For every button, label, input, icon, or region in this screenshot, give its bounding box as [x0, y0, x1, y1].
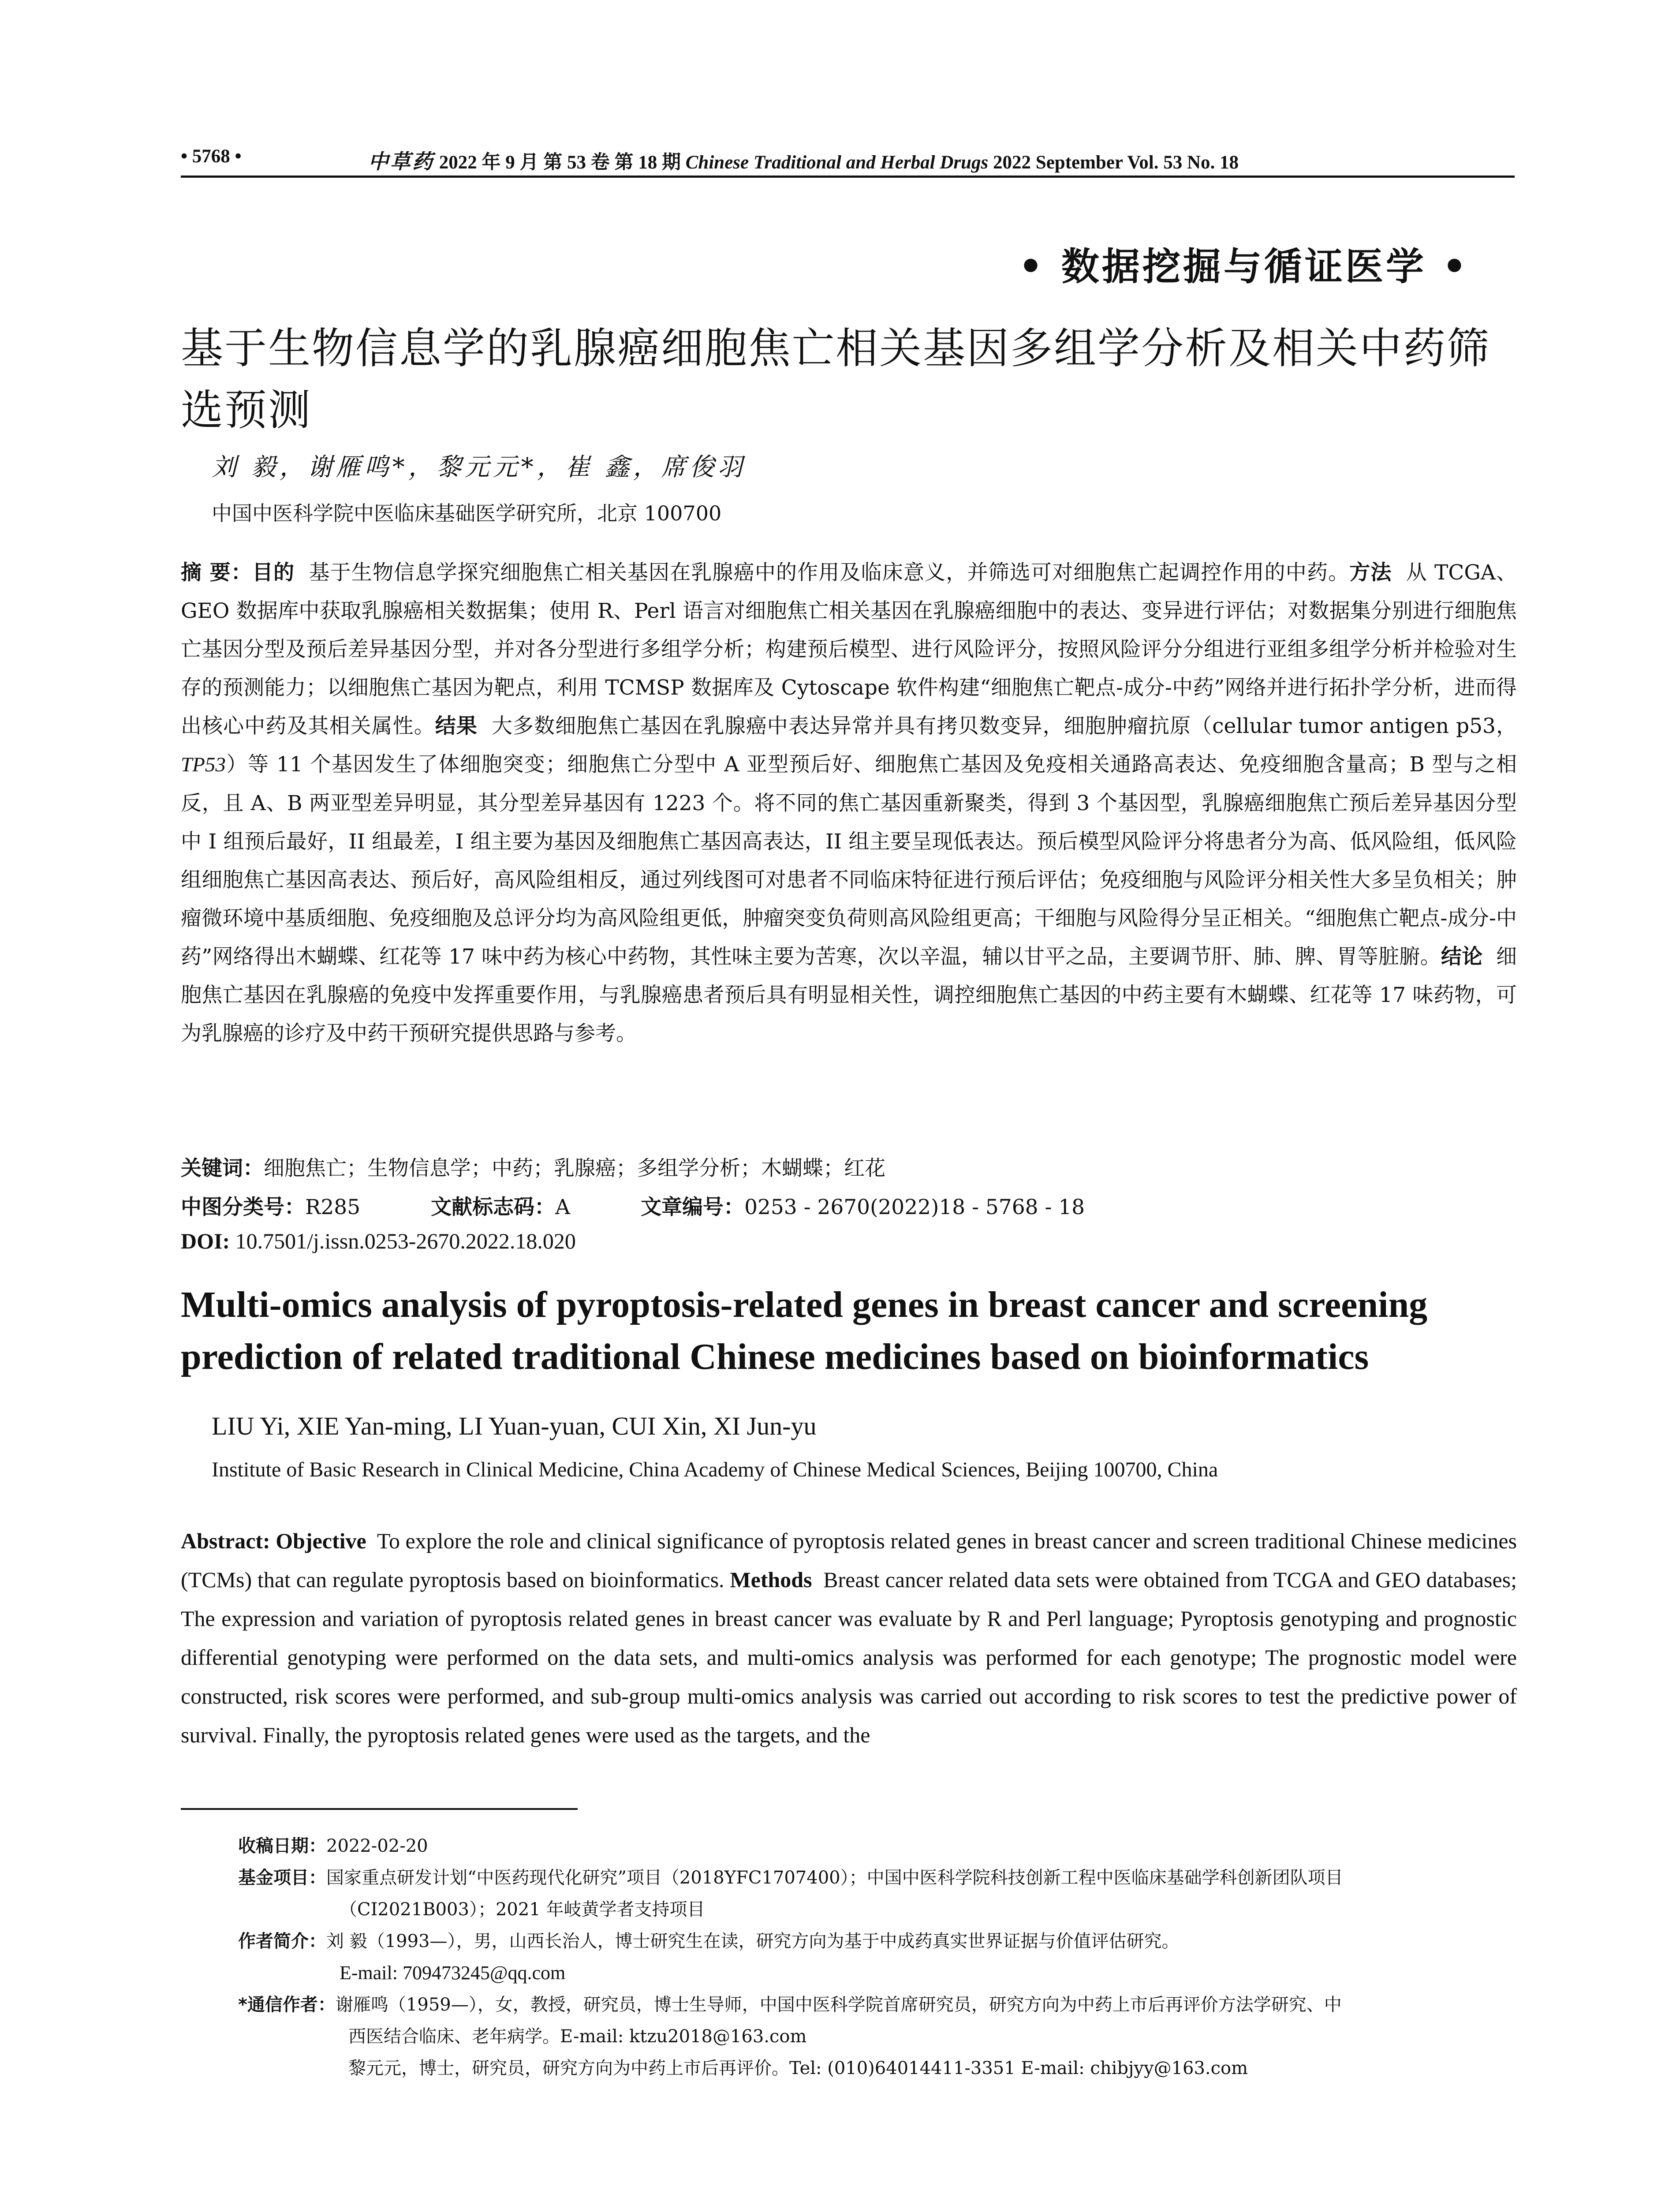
keywords-label: 关键词：	[181, 1156, 264, 1181]
footnote-corresponding	[238, 1989, 1517, 2021]
cn-methods-text: 从 TCGA、GEO 数据库中获取乳腺癌相关数据集；使用 R、Perl 语言对细胞焦亡相关基因在乳腺癌细胞中的表达、变异进行评估；对数据集分别进行细胞焦亡基因分型及预后差异基因分型，并对各分型进行多组学分析；构建预后模型、进行风险评分，按照风险评分分组进行亚组多组学分析并检验对生存的预测能力；以细胞焦亡基因为靶点，利用 TCMSP 数据库及 Cytoscape 软件构建“细胞焦亡靶点-成分-中药”网络并进行拓扑学分析，进而得出核心中药及其相关属性。	[181, 561, 1517, 738]
keywords-line	[181, 1152, 885, 1181]
article-no-label: 文章编号：	[641, 1195, 745, 1219]
fund-label: 基金项目：	[238, 1868, 326, 1888]
en-authors: LIU Yi, XIE Yan-ming, LI Yuan-yuan, CUI Xin, XI Jun-yu	[212, 1412, 817, 1440]
journal-info	[368, 146, 1239, 175]
en-abstract	[181, 1521, 1517, 1754]
doi-label: DOI:	[181, 1229, 230, 1253]
cn-objective-label: 目的	[252, 561, 295, 585]
article-no-value: 0253 - 2670(2022)18 - 5768 - 18	[744, 1195, 1085, 1219]
corr-label: *通信作者：	[238, 1995, 336, 2015]
page-number: • 5768 •	[181, 146, 242, 167]
author-label: 作者简介：	[238, 1931, 326, 1951]
cn-results-text-1: 大多数细胞焦亡基因在乳腺癌中表达异常并具有拷贝数变异，细胞肿瘤抗原（cellular tumor antigen p53，	[491, 714, 1517, 738]
doi-line	[181, 1228, 576, 1254]
en-methods-label: Methods	[730, 1567, 812, 1592]
received-date: 2022-02-20	[326, 1836, 428, 1856]
en-abstract-label: Abstract: Objective	[181, 1529, 366, 1553]
footnote-corr-cont: 西医结合临床、老年病学。E-mail: ktzu2018@163.com	[348, 2026, 807, 2047]
fund-text-1: 国家重点研发计划“中医药现代化研究”项目（2018YFC1707400）；中国中医科学院科技创新工程中医临床基础学科创新团队项目	[326, 1868, 1343, 1888]
footnote-divider	[181, 1808, 578, 1810]
cn-methods-label: 方法	[1349, 561, 1392, 585]
footnote-author	[238, 1925, 1517, 1957]
footnotes	[238, 1830, 1517, 2084]
cn-authors: 刘 毅，谢雁鸣*，黎元元*，崔 鑫，席俊羽	[212, 453, 746, 482]
cn-conclusion-text: 细胞焦亡基因在乳腺癌的免疫中发挥重要作用，与乳腺癌患者预后具有明显相关性，调控细胞焦亡基因的中药主要有木蝴蝶、红花等 17 味药物，可为乳腺癌的诊疗及中药干预研究提供思路与参考。	[181, 945, 1517, 1046]
issue-en: 2022 September Vol. 53 No. 18	[993, 152, 1239, 173]
footnote-received	[238, 1830, 1517, 1862]
corr-text-1: 谢雁鸣（1959—），女，教授，研究员，博士生导师，中国中医科学院首席研究员，研究方向为中药上市后再评价方法学研究、中	[335, 1995, 1342, 2015]
en-article-title: Multi-omics analysis of pyroptosis-related genes in breast cancer and screening prediction of related traditional Chinese medicines based on bioinformatics	[181, 1284, 1428, 1377]
doc-code-value: A	[555, 1195, 571, 1219]
cn-article-title: 基于生物信息学的乳腺癌细胞焦亡相关基因多组学分析及相关中药筛选预测	[181, 324, 1490, 435]
clc-value: R285	[305, 1195, 361, 1219]
journal-name-cn: 中草药	[368, 149, 434, 173]
cn-affiliation: 中国中医科学院中医临床基础医学研究所，北京 100700	[212, 501, 722, 525]
footnote-author-email: E-mail: 709473245@qq.com	[340, 1962, 566, 1984]
cn-abstract-label: 摘 要：	[181, 561, 252, 585]
journal-name-en: Chinese Traditional and Herbal Drugs	[685, 152, 989, 173]
footnote-corr-second: 黎元元，博士，研究员，研究方向为中药上市后再评价。Tel: (010)64014411-3351 E-mail: chibjyy@163.com	[348, 2058, 1248, 2078]
en-objective-text: To explore the role and clinical significance of pyroptosis related genes in breast cancer and screen traditional Chinese medicines (TCMs) that can regulate pyroptosis based on bioinformatics.	[181, 1529, 1517, 1592]
footnote-fund	[238, 1862, 1517, 1894]
cn-abstract	[181, 553, 1517, 1053]
footnote-fund-cont: （CI2021B003）；2021 年岐黄学者支持项目	[340, 1899, 705, 1920]
running-header	[181, 140, 1515, 178]
author-text-1: 刘 毅（1993—），男，山西长治人，博士研究生在读，研究方向为基于中成药真实世界证据与价值评估研究。	[326, 1931, 1180, 1951]
en-affiliation: Institute of Basic Research in Clinical Medicine, China Academy of Chinese Medical Sciences, Beijing 100700, China	[212, 1458, 1218, 1481]
section-title: • 数据挖掘与循证医学 •	[1019, 244, 1469, 289]
received-label: 收稿日期：	[238, 1836, 326, 1856]
issue-cn: 2022 年 9 月 第 53 卷 第 18 期	[439, 152, 681, 173]
doc-code-label: 文献标志码：	[431, 1195, 556, 1219]
cn-results-text-2: ）等 11 个基因发生了体细胞突变；细胞焦亡分型中 A 亚型预后好、细胞焦亡基因及免疫相关通路高表达、免疫细胞含量高；B 型与之相反，且 A、B 两亚型差异明显，其分型差异基因有 1223 个。将不同的焦亡基因重新聚类，得到 3 个基因型，乳腺癌细胞焦亡预后差异基因分型中 I 组预后最好，II 组最差，I 组主要为基因及细胞焦亡基因高表达，II 组主要呈现低表达。预后模型风险评分将患者分为高、低风险组，低风险组细胞焦亡基因高表达、预后好，高风险组相反，通过列线图可对患者不同临床特征进行预后评估；免疫细胞与风险评分相关性大多呈负相关；肿瘤微环境中基质细胞、免疫细胞及总评分均为高风险组更低，肿瘤突变负荷则高风险组更高；干细胞与风险得分呈正相关。“细胞焦亡靶点-成分-中药”网络得出木蝴蝶、红花等 17 味中药为核心中药物，其性味主要为苦寒，次以辛温，辅以甘平之品，主要调节肝、肺、脾、胃等脏腑。	[181, 752, 1517, 969]
cn-results-gene: TP53	[181, 753, 226, 776]
cn-conclusion-label: 结论	[1441, 945, 1483, 969]
cn-results-label: 结果	[435, 714, 478, 738]
doi-value: 10.7501/j.issn.0253-2670.2022.18.020	[235, 1229, 576, 1253]
keywords: 细胞焦亡；生物信息学；中药；乳腺癌；多组学分析；木蝴蝶；红花	[264, 1156, 885, 1181]
cn-objective-text: 基于生物信息学探究细胞焦亡相关基因在乳腺癌中的作用及临床意义，并筛选可对细胞焦亡起调控作用的中药。	[309, 561, 1350, 585]
en-methods-text: Breast cancer related data sets were obtained from TCGA and GEO databases; The expression and variation of pyroptosis related genes in breast cancer was evaluate by R and Perl language; Pyroptosis genotyping and prognostic differential genotyping were performed on the data sets, and multi-omics analysis was performed for each genotype; The prognostic model were constructed, risk scores were performed, and sub-group multi-omics analysis was carried out according to risk scores to test the predictive power of survival. Finally, the pyroptosis related genes were used as the targets, and the	[181, 1567, 1517, 1747]
clc-label: 中图分类号：	[181, 1195, 305, 1219]
classification-line	[181, 1191, 1085, 1220]
